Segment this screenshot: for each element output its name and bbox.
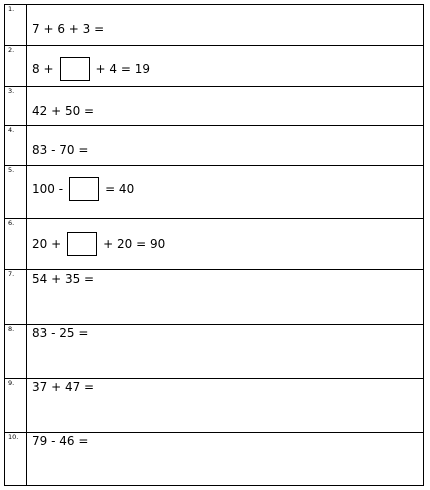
number-cell xyxy=(5,219,27,269)
problem-text-right: + 20 = 90 xyxy=(103,237,166,251)
problem-content xyxy=(32,272,94,286)
problem-content xyxy=(32,326,88,340)
answer-box[interactable] xyxy=(69,177,99,201)
problem-content xyxy=(32,104,94,118)
problem-number: 2. xyxy=(8,46,15,54)
problem-number: 3. xyxy=(8,87,15,95)
problem-text: 7 + 6 + 3 = xyxy=(32,22,105,36)
number-cell xyxy=(5,126,27,165)
answer-box[interactable] xyxy=(67,232,97,256)
number-cell xyxy=(5,87,27,125)
problem-content xyxy=(32,57,150,81)
problem-text: 54 + 35 = xyxy=(32,272,95,286)
problem-text-left: 100 - xyxy=(32,182,64,196)
problem-content xyxy=(32,380,94,394)
problem-number: 7. xyxy=(8,270,15,278)
problem-content xyxy=(32,143,88,157)
problem-text: 83 - 70 = xyxy=(32,143,89,157)
worksheet-table xyxy=(4,4,424,486)
problem-number: 8. xyxy=(8,325,15,333)
problem-row-5 xyxy=(5,165,423,218)
problem-number: 1. xyxy=(8,5,15,13)
problem-text: 42 + 50 = xyxy=(32,104,95,118)
number-cell xyxy=(5,270,27,324)
problem-content xyxy=(32,22,104,36)
problem-content xyxy=(32,177,134,201)
problem-number: 10. xyxy=(8,433,19,441)
problem-text-right: + 4 = 19 xyxy=(95,62,150,76)
problem-content xyxy=(32,232,165,256)
problem-text-right: = 40 xyxy=(105,182,135,196)
problem-row-10 xyxy=(5,432,423,485)
problem-number: 9. xyxy=(8,379,15,387)
number-cell xyxy=(5,166,27,218)
answer-box[interactable] xyxy=(60,57,90,81)
problem-row-1 xyxy=(5,5,423,45)
problem-text: 37 + 47 = xyxy=(32,380,95,394)
number-cell xyxy=(5,5,27,45)
problem-row-6 xyxy=(5,218,423,269)
number-cell xyxy=(5,379,27,432)
problem-row-2 xyxy=(5,45,423,86)
problem-row-7 xyxy=(5,269,423,324)
problem-number: 5. xyxy=(8,166,15,174)
problem-row-8 xyxy=(5,324,423,378)
problem-number: 6. xyxy=(8,219,15,227)
problem-text: 79 - 46 = xyxy=(32,434,89,448)
problem-text-left: 20 + xyxy=(32,237,62,251)
problem-row-4 xyxy=(5,125,423,165)
problem-text: 83 - 25 = xyxy=(32,326,89,340)
number-cell xyxy=(5,433,27,485)
problem-text-left: 8 + xyxy=(32,62,54,76)
problem-content xyxy=(32,434,88,448)
problem-number: 4. xyxy=(8,126,15,134)
problem-row-3 xyxy=(5,86,423,125)
number-cell xyxy=(5,46,27,86)
number-cell xyxy=(5,325,27,378)
problem-row-9 xyxy=(5,378,423,432)
